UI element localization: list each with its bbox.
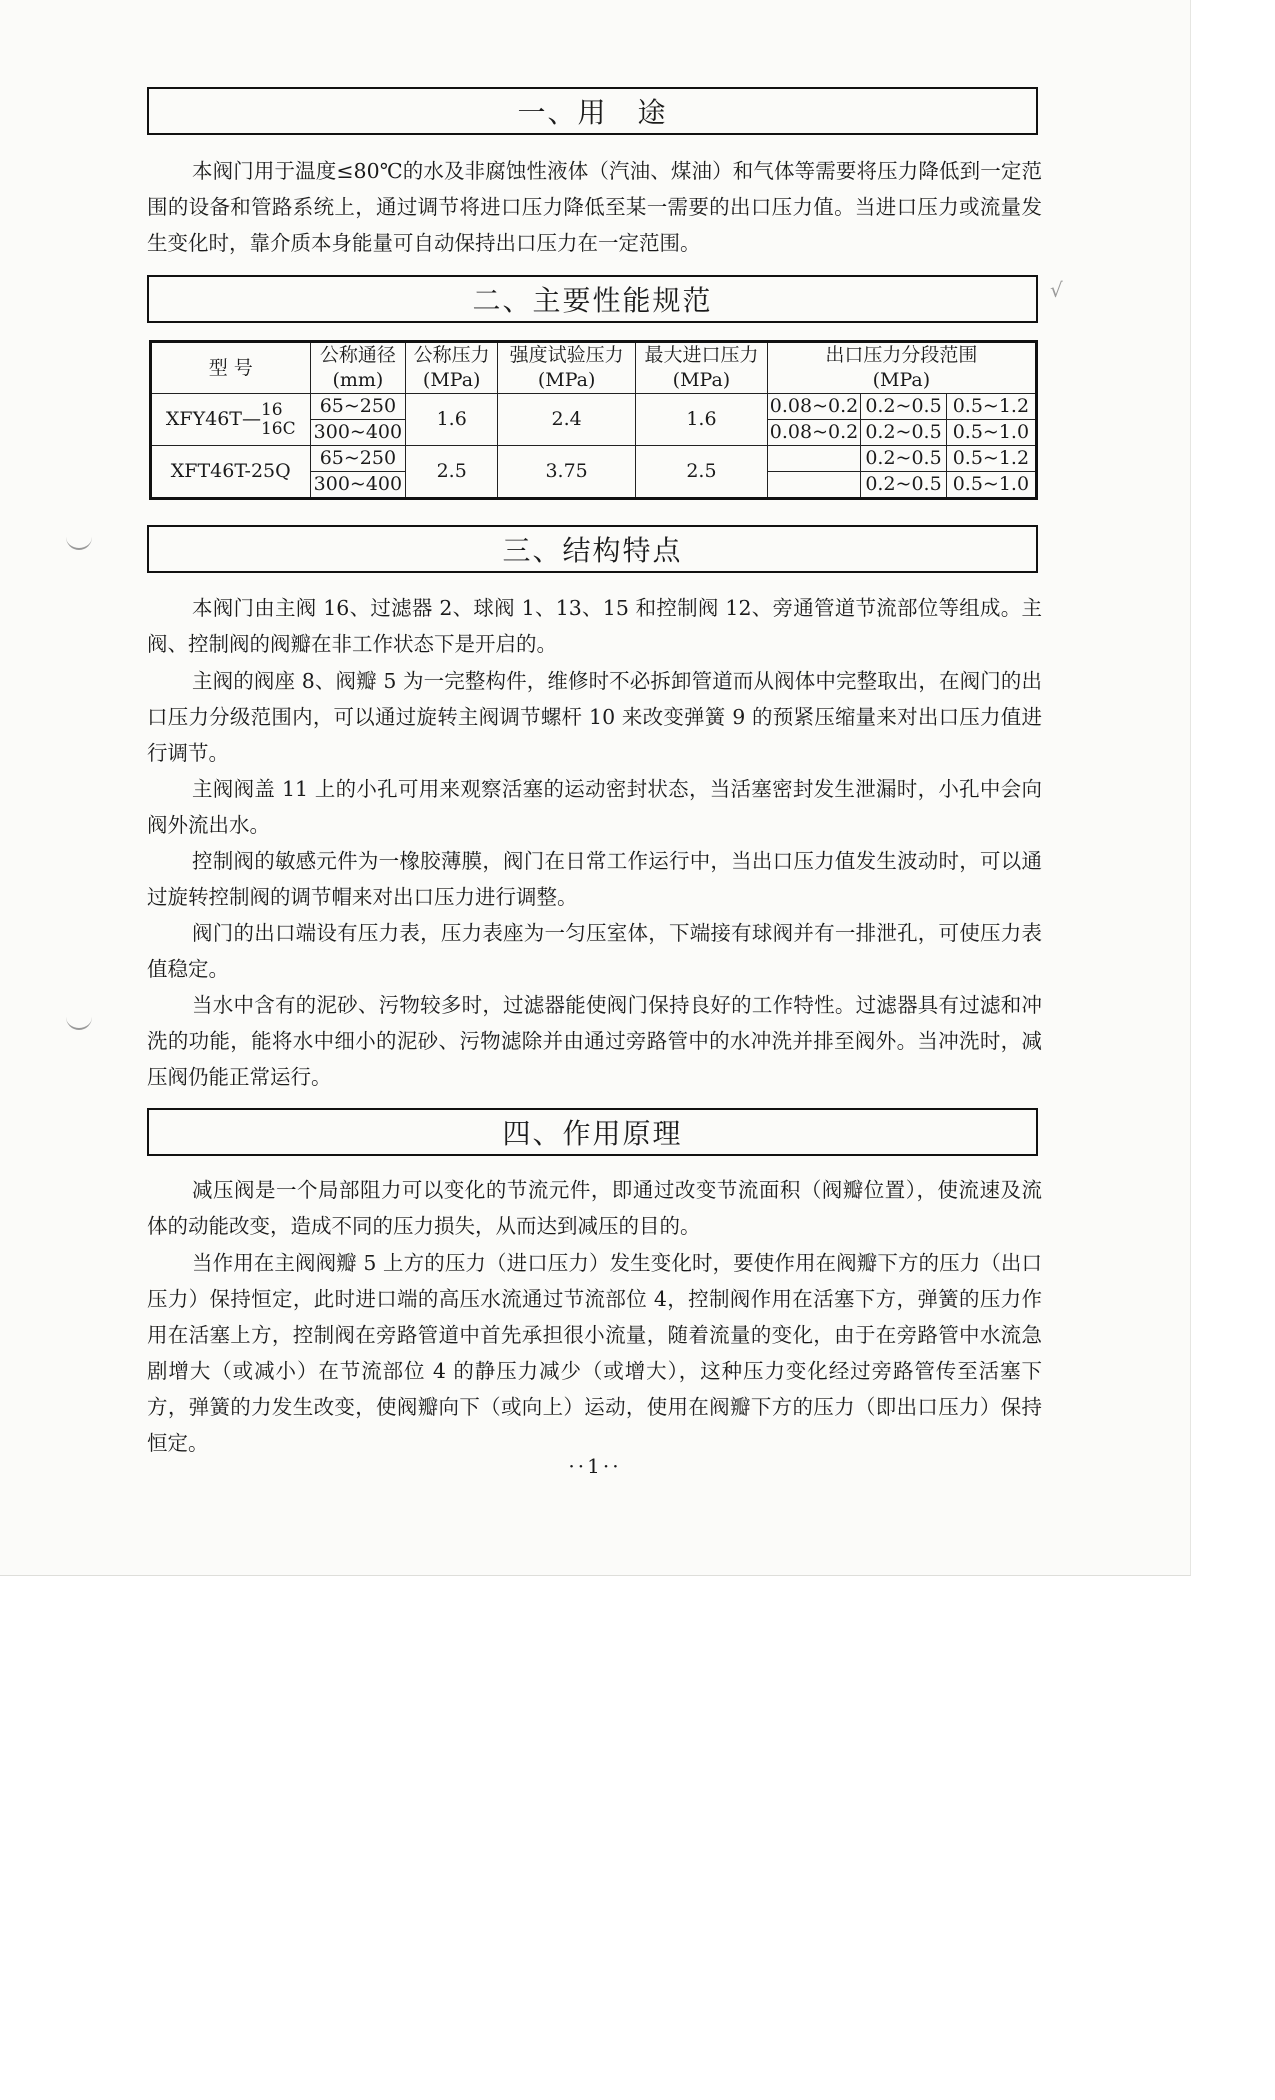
max-inlet-cell: 1.6 xyxy=(636,394,768,446)
header-pn: 公称压力 (MPa) xyxy=(406,342,498,394)
range-cell: 0.5~1.0 xyxy=(946,420,1036,446)
header-outlet-range: 出口压力分段范围 (MPa) xyxy=(767,342,1036,394)
pn-cell: 2.5 xyxy=(406,446,498,499)
section-heading-structure: 三、结构特点 xyxy=(147,525,1038,573)
usage-paragraph: 本阀门用于温度≤80℃的水及非腐蚀性液体（汽油、煤油）和气体等需要将压力降低到一定范围的设备和管路系统上，通过调节将进口压力降低至某一需要的出口压力值。当进口压力或流量发生变化时，靠介质本身能量可自动保持出口压力在一定范围。 xyxy=(147,159,1042,255)
range-cell: 0.5~1.0 xyxy=(946,472,1036,499)
principle-paragraph-2: 当作用在主阀阀瓣 5 上方的压力（进口压力）发生变化时，要使作用在阀瓣下方的压力（出口压力）保持恒定，此时进口端的高压水流通过节流部位 4，控制阀作用在活塞下方，弹簧的压力作用在活塞上方，控制阀在旁路管道中首先承担很小流量，随着流量的变化，由于在旁路管中水流急剧增大（或减小）在节流部位 4 的静压力减少（或增大），这种压力变化经过旁路管传至活塞下方，弹簧的力发生改变，使阀瓣向下（或向上）运动，使用在阀瓣下方的压力（即出口压力）保持恒定。 xyxy=(147,1251,1042,1455)
dn-cell: 300~400 xyxy=(310,472,406,499)
spec-table xyxy=(149,340,1038,500)
dn-cell: 65~250 xyxy=(310,394,406,420)
table-row xyxy=(151,446,1037,472)
header-max-inlet: 最大进口压力 (MPa) xyxy=(636,342,768,394)
range-cell xyxy=(767,446,860,472)
range-cell: 0.2~0.5 xyxy=(861,446,947,472)
range-cell: 0.2~0.5 xyxy=(861,394,947,420)
binder-hole-mark xyxy=(66,1014,92,1030)
section-heading-principle: 四、作用原理 xyxy=(147,1108,1038,1156)
page-number: ··1·· xyxy=(568,1454,622,1478)
model-cell: XFY46T—16 16C xyxy=(151,394,311,446)
dn-cell: 65~250 xyxy=(310,446,406,472)
section-heading-usage: 一、用 途 xyxy=(147,87,1038,135)
structure-paragraph-3: 主阀阀盖 11 上的小孔可用来观察活塞的运动密封状态，当活塞密封发生泄漏时，小孔中会向阀外流出水。 xyxy=(147,777,1042,837)
range-cell: 0.2~0.5 xyxy=(861,472,947,499)
dn-cell: 300~400 xyxy=(310,420,406,446)
model-cell: XFT46T-25Q xyxy=(151,446,311,499)
header-model: 型 号 xyxy=(151,342,311,394)
pn-cell: 1.6 xyxy=(406,394,498,446)
test-pressure-cell: 2.4 xyxy=(498,394,636,446)
margin-check-mark: √ xyxy=(1050,278,1063,302)
table-row xyxy=(151,394,1037,420)
structure-paragraph-1: 本阀门由主阀 16、过滤器 2、球阀 1、13、15 和控制阀 12、旁通管道节流部位等组成。主阀、控制阀的阀瓣在非工作状态下是开启的。 xyxy=(147,596,1042,656)
range-cell xyxy=(767,472,860,499)
range-cell: 0.08~0.2 xyxy=(767,394,860,420)
binder-hole-mark xyxy=(66,534,92,550)
range-cell: 0.2~0.5 xyxy=(861,420,947,446)
section-heading-spec: 二、主要性能规范 xyxy=(147,275,1038,323)
header-dn: 公称通径 (mm) xyxy=(310,342,406,394)
range-cell: 0.08~0.2 xyxy=(767,420,860,446)
range-cell: 0.5~1.2 xyxy=(946,394,1036,420)
structure-paragraph-6: 当水中含有的泥砂、污物较多时，过滤器能使阀门保持良好的工作特性。过滤器具有过滤和冲洗的功能，能将水中细小的泥砂、污物滤除并由通过旁路管中的水冲洗并排至阀外。当冲洗时，减压阀仍能正常运行。 xyxy=(147,993,1042,1089)
structure-paragraph-4: 控制阀的敏感元件为一橡胶薄膜，阀门在日常工作运行中，当出口压力值发生波动时，可以通过旋转控制阀的调节帽来对出口压力进行调整。 xyxy=(147,849,1042,909)
structure-paragraph-2: 主阀的阀座 8、阀瓣 5 为一完整构件，维修时不必拆卸管道而从阀体中完整取出，在阀门的出口压力分级范围内，可以通过旋转主阀调节螺杆 10 来改变弹簧 9 的预紧压缩量来对出口压力值进行调节。 xyxy=(147,669,1042,765)
test-pressure-cell: 3.75 xyxy=(498,446,636,499)
principle-paragraph-1: 减压阀是一个局部阻力可以变化的节流元件，即通过改变节流面积（阀瓣位置），使流速及流体的动能改变，造成不同的压力损失，从而达到减压的目的。 xyxy=(147,1178,1042,1238)
header-test-pressure: 强度试验压力 (MPa) xyxy=(498,342,636,394)
max-inlet-cell: 2.5 xyxy=(636,446,768,499)
structure-paragraph-5: 阀门的出口端设有压力表，压力表座为一匀压室体，下端接有球阀并有一排泄孔，可使压力表值稳定。 xyxy=(147,921,1042,981)
range-cell: 0.5~1.2 xyxy=(946,446,1036,472)
